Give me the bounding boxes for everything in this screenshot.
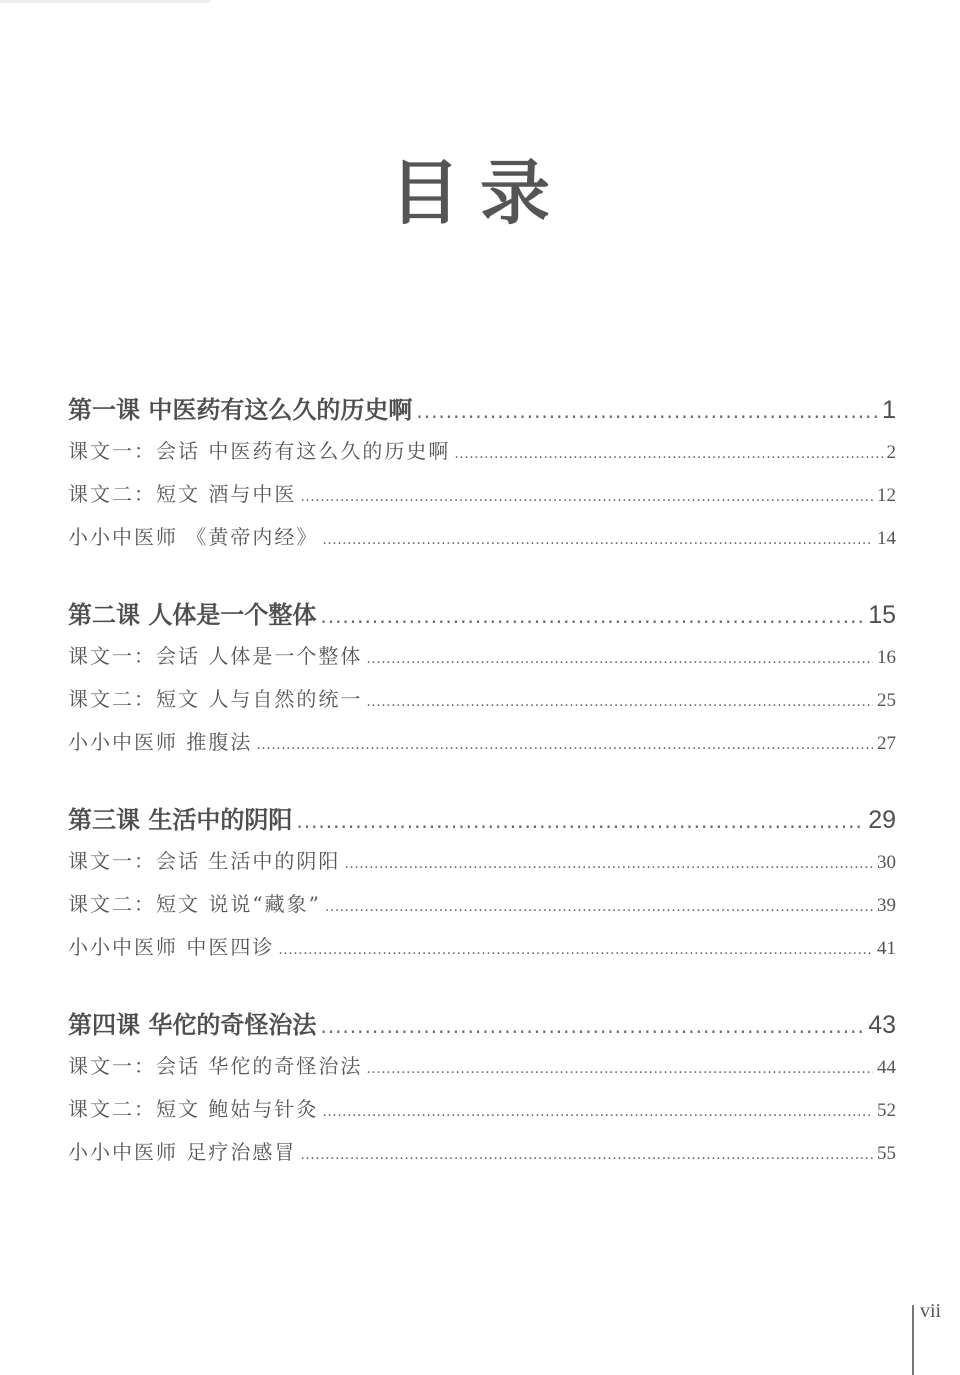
dot-leader <box>454 433 882 476</box>
entry-title: 课文一：会话 华佗的奇怪治法 <box>68 1054 363 1078</box>
toc-entry[interactable] <box>68 1045 896 1088</box>
page-number: 52 <box>877 1100 896 1121</box>
page-number: 41 <box>877 938 896 959</box>
toc-chapter-heading[interactable] <box>68 800 896 840</box>
dot-leader <box>322 519 873 562</box>
page-folio: vii <box>920 1300 942 1322</box>
toc-entry[interactable] <box>68 721 896 764</box>
chapter-title: 第一课 中医药有这么久的历史啊 <box>68 396 413 424</box>
toc-chapter-heading[interactable] <box>68 390 896 430</box>
toc-chapter-3 <box>68 800 896 969</box>
page-number: 55 <box>877 1143 896 1164</box>
toc-entry[interactable] <box>68 516 896 559</box>
page-number: 30 <box>877 852 896 873</box>
dot-leader <box>366 1048 873 1091</box>
chapter-title: 第四课 华佗的奇怪治法 <box>68 1011 317 1039</box>
entry-title: 课文二：短文 酒与中医 <box>68 482 297 506</box>
entry-title: 课文二：短文 人与自然的统一 <box>68 687 363 711</box>
dot-leader <box>416 391 878 431</box>
page-number: 2 <box>886 442 896 463</box>
entry-title: 课文一：会话 生活中的阴阳 <box>68 849 341 873</box>
section-gap <box>68 764 896 800</box>
dot-leader <box>300 1134 873 1177</box>
page-number: 29 <box>868 806 896 834</box>
entry-title: 小小中医师 中医四诊 <box>68 935 275 959</box>
table-of-contents <box>68 390 896 1174</box>
dot-leader <box>366 681 873 724</box>
dot-leader <box>320 1006 864 1046</box>
entry-title: 课文一：会话 人体是一个整体 <box>68 644 363 668</box>
entry-title: 小小中医师 足疗治感冒 <box>68 1140 297 1164</box>
page-number: 44 <box>877 1057 896 1078</box>
page-number: 12 <box>877 485 896 506</box>
chapter-title: 第三课 生活中的阴阳 <box>68 806 293 834</box>
page-number: 43 <box>868 1011 896 1039</box>
dot-leader <box>366 638 873 681</box>
entry-title: 小小中医师 推腹法 <box>68 730 253 754</box>
dot-leader <box>320 596 864 636</box>
page-number: 14 <box>877 528 896 549</box>
toc-chapter-1 <box>68 390 896 559</box>
dot-leader <box>322 1091 873 1134</box>
dot-leader <box>256 724 873 767</box>
dot-leader <box>300 476 873 519</box>
toc-entry[interactable] <box>68 473 896 516</box>
folio-rule <box>912 1305 914 1375</box>
toc-entry[interactable] <box>68 883 896 926</box>
toc-chapter-heading[interactable] <box>68 1005 896 1045</box>
entry-title: 课文二：短文 鲍姑与针灸 <box>68 1097 319 1121</box>
toc-entry[interactable] <box>68 840 896 883</box>
dot-leader <box>344 843 873 886</box>
dot-leader <box>325 886 873 929</box>
page-number: 25 <box>877 690 896 711</box>
page-title: 目录 <box>390 151 570 234</box>
toc-chapter-2 <box>68 595 896 764</box>
entry-title: 课文一：会话 中医药有这么久的历史啊 <box>68 439 451 463</box>
toc-entry[interactable] <box>68 926 896 969</box>
section-gap <box>68 969 896 1005</box>
dot-leader <box>278 929 873 972</box>
chapter-title: 第二课 人体是一个整体 <box>68 601 317 629</box>
entry-title: 课文二：短文 说说“藏象” <box>68 892 321 916</box>
page-number: 39 <box>877 895 896 916</box>
entry-title: 小小中医师 《黄帝内经》 <box>68 525 319 549</box>
scan-edge <box>0 0 210 3</box>
toc-entry[interactable] <box>68 1131 896 1174</box>
toc-chapter-heading[interactable] <box>68 595 896 635</box>
toc-chapter-4 <box>68 1005 896 1174</box>
page-number: 1 <box>882 396 896 424</box>
section-gap <box>68 559 896 595</box>
toc-entry[interactable] <box>68 1088 896 1131</box>
page-number: 16 <box>877 647 896 668</box>
toc-entry[interactable] <box>68 430 896 473</box>
toc-entry[interactable] <box>68 678 896 721</box>
dot-leader <box>296 801 864 841</box>
page-number: 27 <box>877 733 896 754</box>
page-number: 15 <box>868 601 896 629</box>
toc-entry[interactable] <box>68 635 896 678</box>
